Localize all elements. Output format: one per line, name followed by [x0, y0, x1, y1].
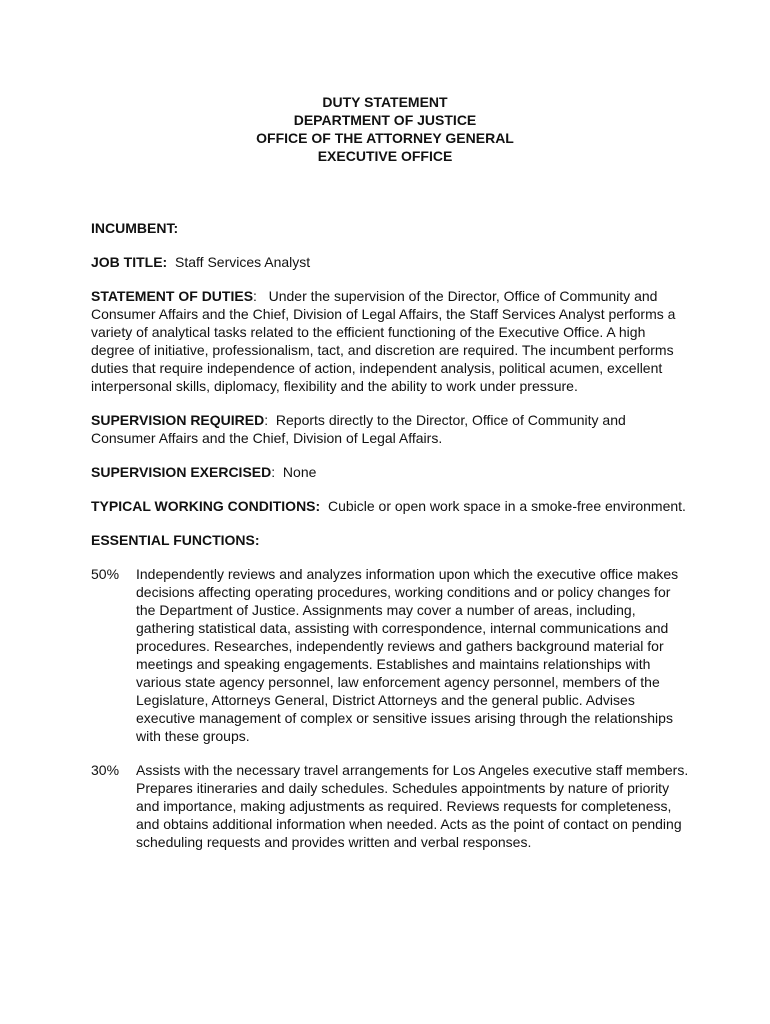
incumbent-label: INCUMBENT: [91, 220, 179, 236]
supervision-required-text: Reports directly to the Director, Office of Community and Consumer Affairs and the Chief, Division of Legal Affairs. [91, 412, 626, 446]
working-conditions-label: TYPICAL WORKING CONDITIONS: [91, 498, 321, 514]
supervision-required-section [91, 411, 691, 447]
essential-function-item [91, 565, 691, 745]
job-title-value: Staff Services Analyst [175, 254, 311, 270]
document-header [0, 93, 770, 165]
incumbent-section [91, 219, 691, 237]
supervision-required-colon: : [264, 412, 269, 428]
supervision-exercised-label: SUPERVISION EXERCISED [91, 464, 272, 480]
statement-of-duties-label: STATEMENT OF DUTIES [91, 288, 254, 304]
header-title: DUTY STATEMENT [322, 94, 448, 110]
job-title-label: JOB TITLE: [91, 254, 168, 270]
working-conditions-section [91, 497, 691, 515]
function-description: Independently reviews and analyzes information upon which the executive office makes decisions affecting operating procedures, working conditions and or policy changes for the Department of Justice. Assignments may cover a number of areas, including, gathering statistical data, assisting with correspondence, internal communications and procedures. Researches, independently reviews and gathers background material for meetings and speaking engagements. Establishes and maintains relationships with various state agency personnel, law enforcement agency personnel, members of the Legislature, Attorneys General, District Attorneys and the general public. Advises executive management of complex or sensitive issues arising through the relationships with these groups. [136, 566, 679, 744]
supervision-required-label: SUPERVISION REQUIRED [91, 412, 265, 428]
essential-functions-label: ESSENTIAL FUNCTIONS: [91, 532, 260, 548]
header-department: DEPARTMENT OF JUSTICE [293, 112, 477, 128]
essential-functions-heading [91, 531, 691, 549]
working-conditions-text: Cubicle or open work space in a smoke-free environment. [327, 498, 686, 514]
supervision-exercised-section [91, 463, 691, 481]
function-percent: 30% [91, 762, 120, 778]
document-body [91, 219, 691, 867]
statement-of-duties-text: Under the supervision of the Director, Office of Community and Consumer Affairs and the Chief, Division of Legal Affairs, the Staff Services Analyst performs a variety of analytical tasks related to the efficient functioning of the Executive Office. A high degree of initiative, professionalism, tact, and discretion are required. The incumbent performs duties that require independence of action, independent analysis, political acumen, excellent interpersonal skills, diplomacy, flexibility and the ability to work under pressure. [91, 288, 676, 394]
statement-of-duties-section [91, 287, 691, 395]
statement-of-duties-colon: : [253, 288, 257, 304]
supervision-exercised-colon: : [271, 464, 276, 480]
job-title-section [91, 253, 691, 271]
header-executive-office: EXECUTIVE OFFICE [317, 148, 453, 164]
essential-function-item [91, 761, 691, 851]
supervision-exercised-text: None [282, 464, 317, 480]
function-percent: 50% [91, 566, 120, 582]
header-office: OFFICE OF THE ATTORNEY GENERAL [256, 130, 514, 146]
function-description: Assists with the necessary travel arrangements for Los Angeles executive staff members. Prepares itineraries and daily schedules. Schedules appointments by nature of priority and importance, making adjustments as required. Reviews requests for completeness, and obtains additional information when needed. Acts as the point of contact on pending scheduling requests and provides written and verbal responses. [136, 762, 689, 850]
